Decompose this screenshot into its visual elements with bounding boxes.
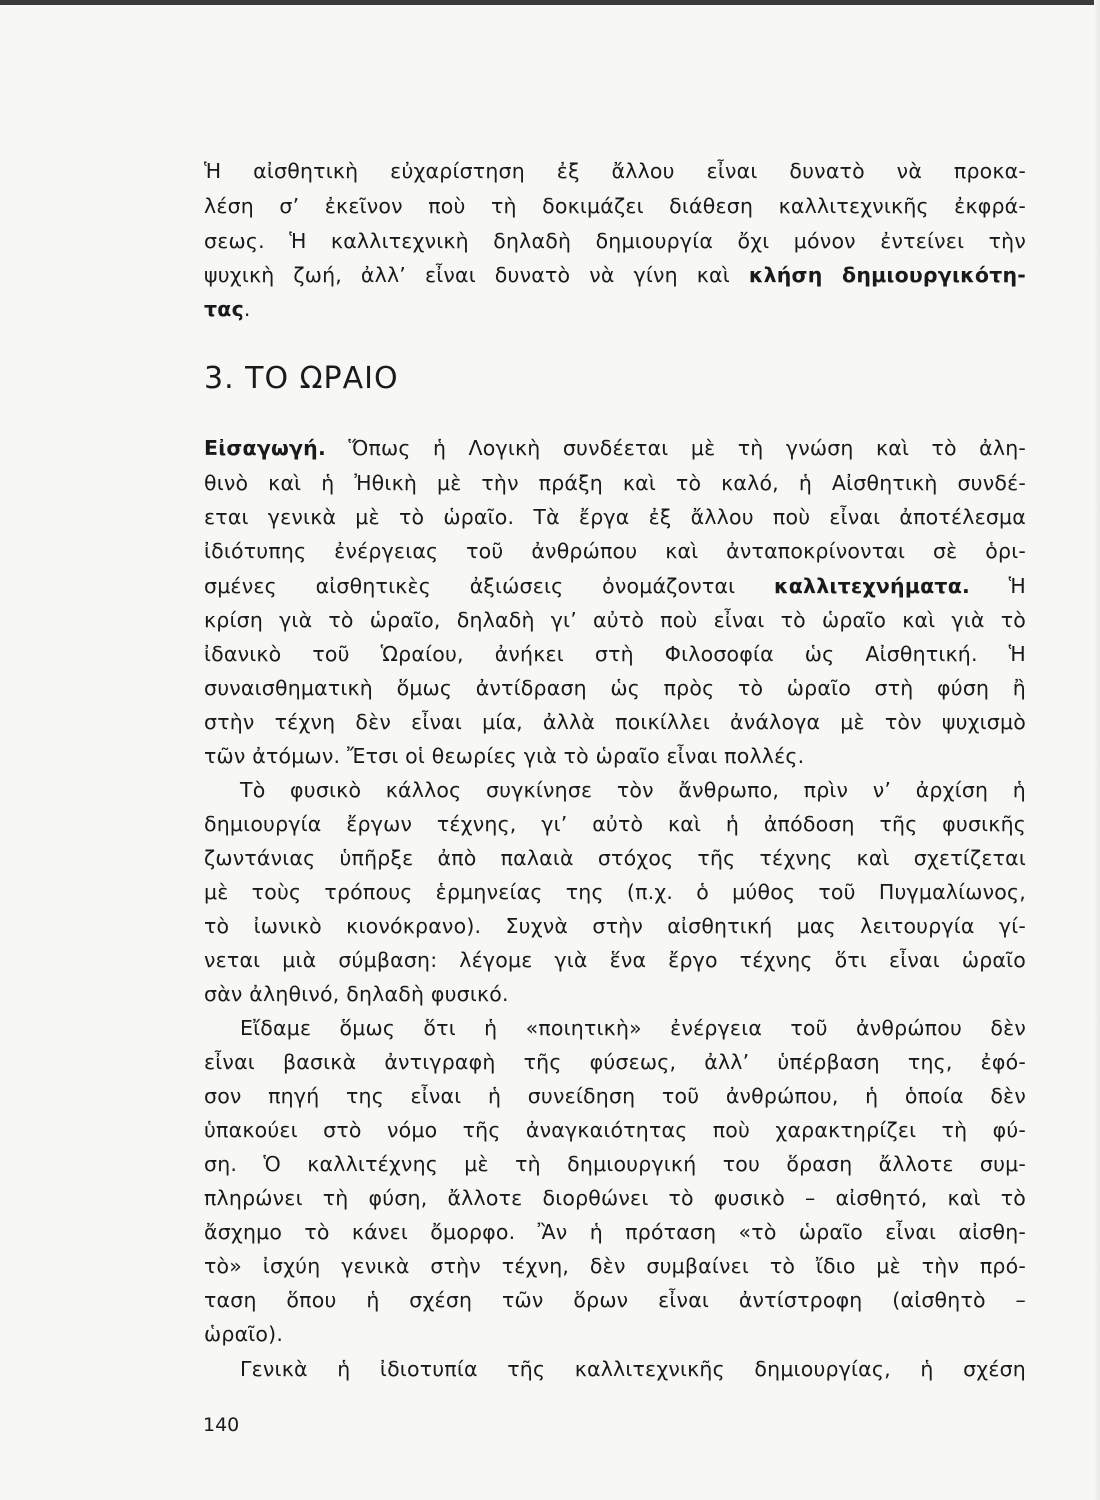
text-line: ταση ὅπου ἡ σχέση τῶν ὅρων εἶναι ἀντίστροφη (αἰσθητὸ –: [204, 1288, 1026, 1312]
text-line: ζωντάνιας ὑπῆρξε ἀπὸ παλαιὰ στόχος τῆς τέχνης καὶ σχετίζεται: [204, 846, 1026, 870]
text-line: θινὸ καὶ ἡ Ἠθικὴ μὲ τὴν πράξη καὶ τὸ καλό, ἡ Αἰσθητικὴ συνδέ-: [204, 471, 1026, 495]
text-span: σμένες αἰσθητικὲς ἀξιώσεις ὀνομάζονται: [204, 574, 774, 598]
text-line: ἰδανικὸ τοῦ Ὡραίου, ἀνήκει στὴ Φιλοσοφία ὡς Αἰσθητική. Ἡ: [204, 642, 1026, 666]
text-line: τῶν ἀτόμων. Ἔτσι οἱ θεωρίες γιὰ τὸ ὡραῖο εἶναι πολλές.: [204, 744, 805, 768]
text-line: σὰν ἀληθινό, δηλαδὴ φυσικό.: [204, 982, 509, 1006]
text-line: ὡραῖο).: [204, 1322, 284, 1346]
text-span: Ὅπως ἡ Λογικὴ συνδέεται μὲ τὴ γνώση καὶ τὸ ἀλη-: [348, 436, 1027, 460]
text-span: Ἡ: [969, 574, 1026, 598]
text-line: [204, 438, 1026, 459]
bold-term: καλλιτεχνήματα.: [774, 574, 970, 598]
text-line: Γενικὰ ἡ ἰδιοτυπία τῆς καλλιτεχνικῆς δημιουργίας, ἡ σχέση: [240, 1357, 1026, 1381]
text-line: δημιουργία ἔργων τέχνης, γι’ αὐτὸ καὶ ἡ ἀπόδοση τῆς φυσικῆς: [204, 812, 1026, 836]
text-line: Τὸ φυσικὸ κάλλος συγκίνησε τὸν ἄνθρωπο, πρὶν ν’ ἀρχίση ἡ: [240, 778, 1026, 802]
page-number: 140: [203, 1414, 240, 1436]
text-line: τὸ ἰωνικὸ κιονόκρανο). Συχνὰ στὴν αἰσθητική μας λειτουργία γί-: [204, 914, 1026, 938]
text-line: εἶναι βασικὰ ἀντιγραφὴ τῆς φύσεως, ἀλλ’ ὑπέρβαση της, ἐφό-: [204, 1050, 1026, 1074]
text-line: σεως. Ἡ καλλιτεχνικὴ δηλαδὴ δημιουργία ὄχι μόνον ἐντείνει τὴν: [204, 229, 1026, 253]
text-span: .: [243, 297, 251, 321]
text-line: [204, 576, 1026, 597]
text-line: κρίση γιὰ τὸ ὡραῖο, δηλαδὴ γι’ αὐτὸ ποὺ εἶναι τὸ ὡραῖο καὶ γιὰ τὸ: [204, 608, 1026, 632]
text-line: τὸ» ἰσχύη γενικὰ στὴν τέχνη, δὲν συμβαίνει τὸ ἴδιο μὲ τὴν πρό-: [204, 1254, 1026, 1278]
text-line: [204, 265, 1026, 286]
top-border-rule: [0, 0, 1100, 5]
text-line: πληρώνει τὴ φύση, ἄλλοτε διορθώνει τὸ φυσικὸ – αἰσθητό, καὶ τὸ: [204, 1186, 1026, 1210]
text-line: ἄσχημο τὸ κάνει ὄμορφο. Ἂν ἡ πρόταση «τὸ ὡραῖο εἶναι αἰσθη-: [204, 1220, 1026, 1244]
text-line: ὑπακούει στὸ νόμο τῆς ἀναγκαιότητας ποὺ χαρακτηρίζει τὴ φύ-: [204, 1118, 1026, 1142]
text-line: Εἴδαμε ὅμως ὅτι ἡ «ποιητικὴ» ἐνέργεια τοῦ ἀνθρώπου δὲν: [240, 1016, 1026, 1040]
page-edge-shadow: [1094, 0, 1100, 1500]
text-line: ἰδιότυπης ἐνέργειας τοῦ ἀνθρώπου καὶ ἀνταποκρίνονται σὲ ὁρι-: [204, 539, 1026, 563]
text-line: [204, 299, 1026, 320]
text-line: μὲ τοὺς τρόπους ἑρμηνείας της (π.χ. ὁ μύθος τοῦ Πυγμαλίωνος,: [204, 880, 1026, 904]
text-line: σον πηγή της εἶναι ἡ συνείδηση τοῦ ἀνθρώπου, ἡ ὁποία δὲν: [204, 1084, 1026, 1108]
eisagogi-label: Εἰσαγωγή.: [204, 436, 326, 460]
text-span: ψυχικὴ ζωή, ἀλλ’ εἶναι δυνατὸ νὰ γίνη καὶ: [204, 263, 749, 287]
text-line: Ἡ αἰσθητικὴ εὐχαρίστηση ἐξ ἄλλου εἶναι δυνατὸ νὰ προκα-: [204, 159, 1026, 183]
text-line: εται γενικὰ μὲ τὸ ὡραῖο. Τὰ ἔργα ἐξ ἄλλου ποὺ εἶναι ἀποτέλεσμα: [204, 505, 1026, 529]
text-line: νεται μιὰ σύμβαση: λέγομε γιὰ ἕνα ἔργο τέχνης ὅτι εἶναι ὡραῖο: [204, 948, 1026, 972]
bold-term: τας: [204, 297, 244, 321]
bold-term: κλήση δημιουργικότη-: [748, 263, 1026, 287]
text-line: στὴν τέχνη δὲν εἶναι μία, ἀλλὰ ποικίλλει ἀνάλογα μὲ τὸν ψυχισμὸ: [204, 710, 1026, 734]
text-line: ση. Ὁ καλλιτέχνης μὲ τὴ δημιουργική του ὅραση ἄλλοτε συμ-: [204, 1152, 1026, 1176]
text-line: λέση σ’ ἐκεῖνον ποὺ τὴ δοκιμάζει διάθεση καλλιτεχνικῆς ἐκφρά-: [204, 194, 1026, 218]
text-line: συναισθηματικὴ ὅμως ἀντίδραση ὡς πρὸς τὸ ὡραῖο στὴ φύση ἢ: [204, 676, 1026, 700]
section-title: 3. ΤΟ ΩΡΑΙΟ: [204, 361, 399, 396]
